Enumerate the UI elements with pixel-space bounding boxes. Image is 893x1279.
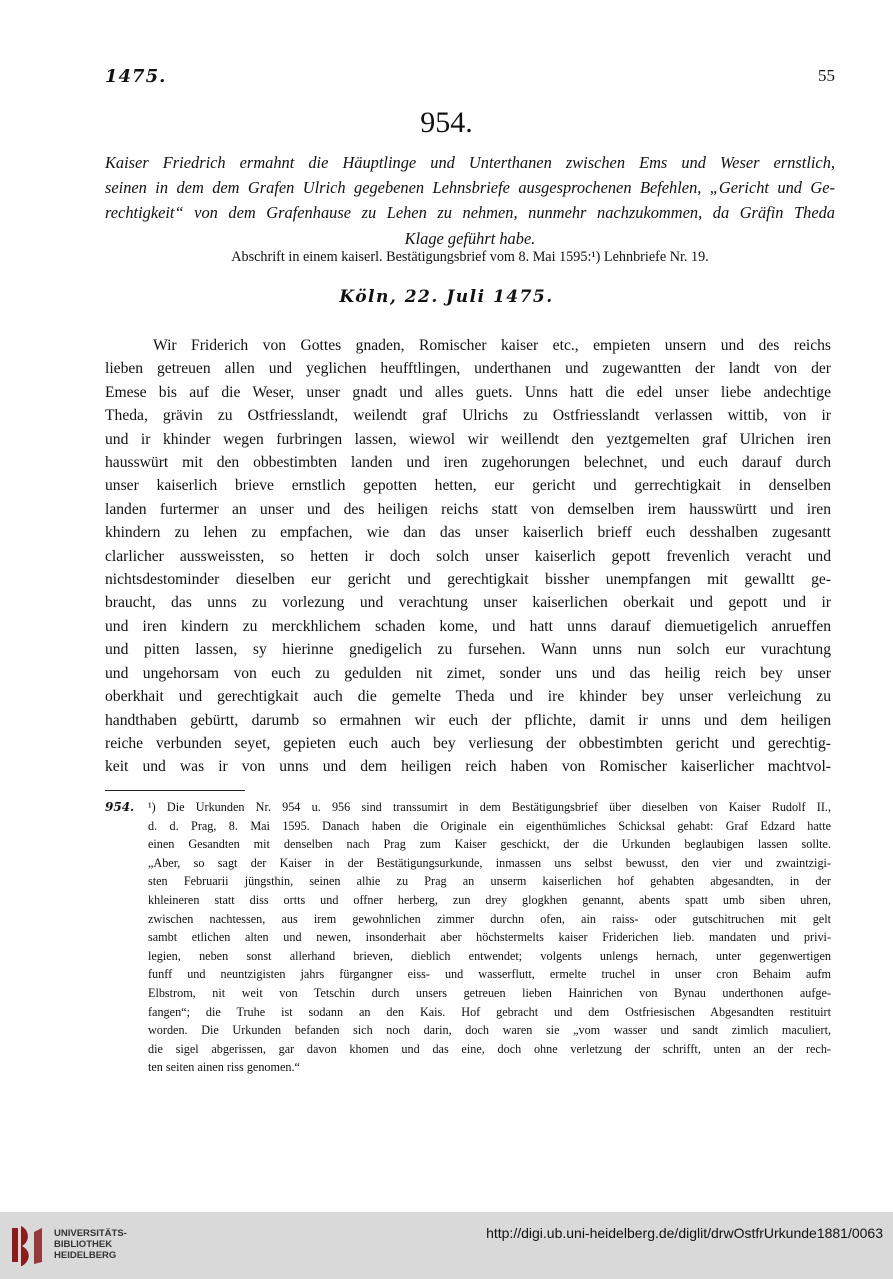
- body-line: braucht, das unns zu vorlezung und verachtung unser kaiserlichen oberkait und gepott und ir: [105, 594, 831, 612]
- body-line: clarlicher aussweissten, so hetten ir doch solch unser kaiserlich gepott frevenlich veracht und: [105, 547, 831, 565]
- body-line: handthaben gebürtt, darumb so ermahnen wir euch der pflichte, damit ir unns und dem heiligen: [105, 711, 831, 729]
- body-line: nichtsdestominder dieselben eur gericht und gerechtigkait bissher unempfangen mit gewalltt ge-: [105, 571, 831, 589]
- body-line: Emese bis auf die Weser, unser gnadt und alles guets. Unns hatt die edel unser liebe andechtige: [105, 383, 831, 401]
- body-line: landen furtermer an unser und des heiligen reichs statt von demselben irem hausswürtt und iren: [105, 500, 831, 518]
- footnote-line: einen Gesandten mit denselben nach Prag zum Kaiser geschickt, der die Urkunden beglaubigen lassen sollte.: [148, 837, 831, 852]
- library-name-line: HEIDELBERG: [54, 1250, 117, 1261]
- body-line: lieben getreuen allen und yeglichen heufftlingen, underthanen und zugewantten der landt von der: [105, 360, 831, 378]
- footnote-line: „Aber, so sagt der Kaiser in der Bestätigungsurkunde, inmassen uns selbst bewusst, den vier und zwaintzigi-: [148, 855, 831, 870]
- summary-line: seinen in dem dem Grafen Ulrich gegebenen Lehnsbriefe ausgesprochenen Befehlen, „Gericht und Ge-: [105, 178, 835, 198]
- footnote-divider: [105, 790, 245, 791]
- footnote-line: sambt etlichen alten und newen, insonderhait aber höchstermelts kaiser Friderichen lieb. mandaten und privi-: [148, 930, 831, 945]
- summary-line: Klage geführt habe.: [404, 228, 536, 248]
- body-line: unser kaiserlich brieve ernstlich gepotten hetten, eur gericht und gerrechtigkait in denselben: [105, 477, 831, 495]
- footnote-line: legien, neben sonst allerhand brieven, dieblich entwendet; volgents unlengs hernach, unter gegenwertigen: [148, 948, 831, 963]
- footnote: [105, 798, 831, 1077]
- body-line: oberkhait und gerechtigkait auch die gemelte Theda und ire khinder bey unser verleichung zu: [105, 688, 831, 706]
- body-line: reiche verbunden seyet, gepieten euch auch bey verliesung der obbestimbten gericht und gerechtig-: [105, 734, 831, 752]
- library-name-line: UNIVERSITÄTS-: [54, 1228, 127, 1239]
- footnote-line: khleineren statt diss ortts und offner herberg, zun drey glogkhen genannt, abents spatt umb siben uhren,: [148, 892, 831, 907]
- footnote-line: die sigel abgerissen, gar davon khomen und das eine, doch ohne verletzung der schrifft, unten an der rech-: [148, 1041, 831, 1056]
- footnote-line: sten Februarii jüngsthin, seinen alhie zu Prag an unserm kaiserlichen hof gehabten abgesandten, in der: [148, 874, 831, 889]
- body-line: hausswürt mit den obbestimbten landen und iren zugehorungen belechnet, und euch darauf durch: [105, 454, 831, 472]
- footnote-line: fangen“; die Truhe ist sodann an den Kais. Hof gebracht und dem Ostfriesischen Abgesandten restituirt: [148, 1004, 831, 1019]
- library-name: [54, 1228, 127, 1261]
- permalink-url[interactable]: http://digi.ub.uni-heidelberg.de/diglit/drwOstfrUrkunde1881/0063: [486, 1225, 883, 1241]
- body-line: khindern zu lehen zu empfachen, wie dan das unser kaiserlich brieff euch desshalben zugesantt: [105, 524, 831, 542]
- footnote-line: d. d. Prag, 8. Mai 1595. Danach haben die Originale ein eigenthümliches Schicksal gehabt: Graf Edzard hatte: [148, 818, 831, 833]
- body-line: und pitten lassen, sy hierinne gnedigelich zu fursehen. Wann unns nun solch eur vurachtung: [105, 641, 831, 659]
- body-line: Wir Friderich von Gottes gnaden, Romischer kaiser etc., empieten unsern und des reichs: [153, 337, 831, 354]
- summary-line: rechtigkeit“ von dem Grafenhause zu Lehen zu nehmen, nunmehr nachzukommen, da Gräfin Theda: [105, 203, 835, 223]
- document-body: [105, 334, 831, 779]
- footnote-line: zwischen nachtessen, aus irem gewohnlichen zimmer durchn ofen, ain raiss- oder gutschitruchen mit gelt: [148, 911, 831, 926]
- summary-line: Kaiser Friedrich ermahnt die Häuptlinge und Unterthanen zwischen Ems und Weser ernstlich,: [105, 153, 835, 172]
- header-year: 1475.: [105, 66, 167, 87]
- library-name-line: BIBLIOTHEK: [54, 1239, 113, 1250]
- document-number: 954.: [420, 106, 473, 139]
- body-line: und ungehorsam von euch zu gedulden nit zimet, sonder uns und das heilig reich bey unser: [105, 664, 831, 682]
- page-header: [105, 66, 835, 90]
- body-line: keit und was ir von unns und dem heiligen reich haben von Romischer kaiserlicher machtvol-: [105, 758, 831, 776]
- place-date: Köln, 22. Juli 1475.: [339, 287, 554, 307]
- body-line: Theda, grävin zu Ostfriesslandt, weilendt graf Ulrichs zu Ostfriesslandt verlassen wittib, von ir: [105, 407, 831, 425]
- footnote-line: worden. Die Urkunden befanden sich noch darin, doch waren sie „vom wasser und sandt zimlich maculiert,: [148, 1023, 831, 1038]
- footnote-line: ¹) Die Urkunden Nr. 954 u. 956 sind transsumirt in dem Bestätigungsbrief über dieselben von Kaiser Rudolf II.,: [148, 800, 831, 814]
- footnote-number: 954.: [105, 800, 135, 814]
- document-summary: [105, 150, 835, 251]
- footnote-line: funff und neuntzigisten jahrs fürgangner eiss- und wasserflutt, ermelte truchel in unser cron Behaim aufm: [148, 967, 831, 982]
- footnote-line: ten seiten ainen riss genomen.“: [148, 1060, 300, 1075]
- source-note: Abschrift in einem kaiserl. Bestätigungsbrief vom 8. Mai 1595:¹) Lehnbriefe Nr. 19.: [231, 249, 709, 265]
- body-line: und ir khinder wegen furbringen lassen, wiewol wir weillendt den yeztgemelten graf Ulrichen iren: [105, 430, 831, 448]
- footnote-line: Elbstrom, nit weit von Tetschin durch unsers getreuen lieben Hainrichen von Bynau underthonen aufge-: [148, 985, 831, 1000]
- body-line: und iren kindern zu merckhlichem schaden kome, und hatt unns darauf diemuetigelich anrueffen: [105, 617, 831, 635]
- university-logo-icon: [8, 1222, 48, 1268]
- page-number: 55: [818, 66, 835, 85]
- viewer-footer: [0, 1212, 893, 1279]
